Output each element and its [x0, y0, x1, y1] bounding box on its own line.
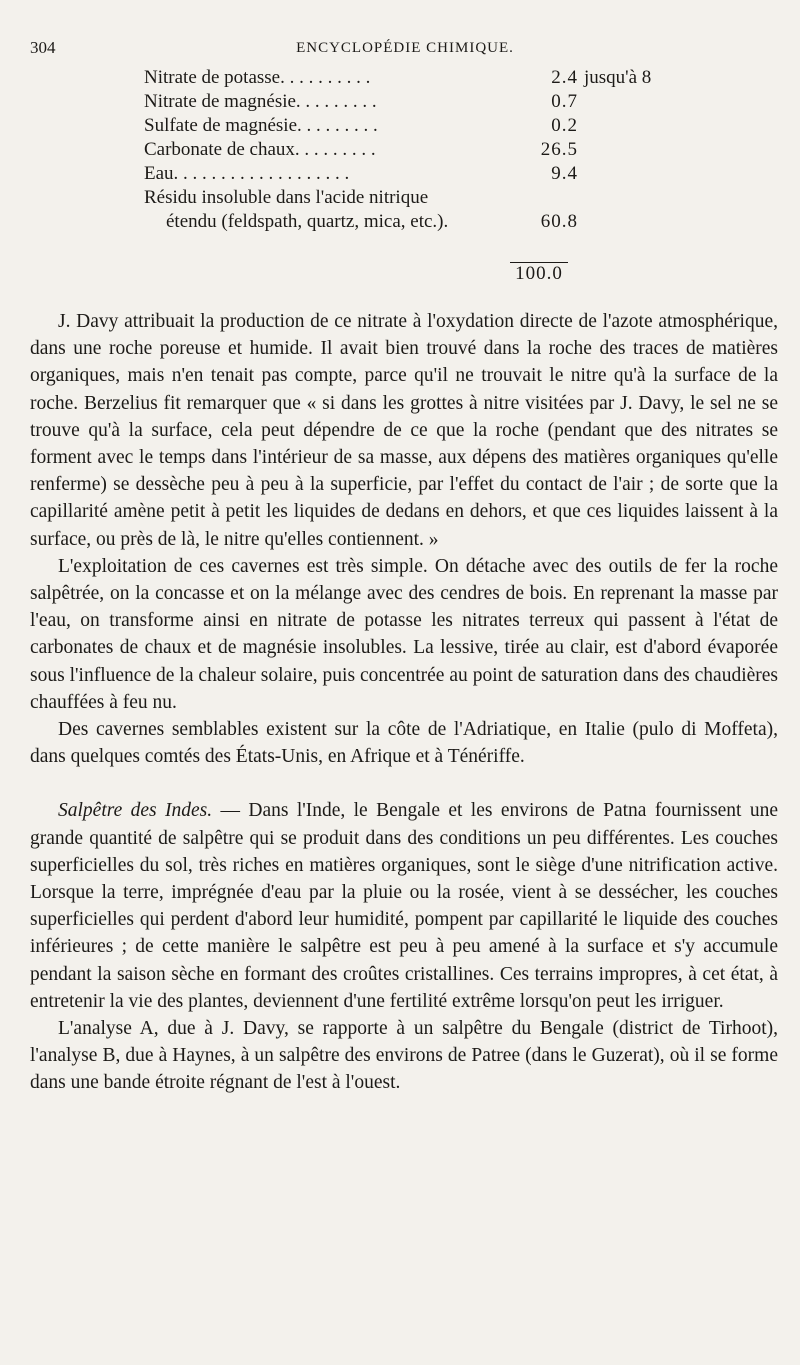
- paragraph: L'analyse A, due à J. Davy, se rapporte à un salpêtre du Bengale (district de Tirhoot), l'analyse B, due à Haynes, à un salpêtre des environs de Patree (dans le Guzerat), où il se forme dans une bande étroite régnant de l'est à l'ouest.: [30, 1018, 778, 1094]
- row-label: Eau. . . . . . . . . . . . . . . . . . .: [144, 163, 350, 184]
- paragraph: [30, 797, 778, 1015]
- table-total: 100.0: [515, 263, 563, 284]
- row-value: 0.7: [551, 91, 578, 112]
- page-header: [30, 38, 780, 62]
- table-row: [144, 186, 664, 210]
- composition-table: [144, 66, 664, 234]
- paragraph: Des cavernes semblables existent sur la côte de l'Adriatique, en Italie (pulo di Moffeta), dans quelques comtés des États-Unis, en Afrique et à Ténériffe.: [30, 719, 778, 768]
- row-label: Sulfate de magnésie. . . . . . . . .: [144, 115, 378, 136]
- paragraph-text: — Dans l'Inde, le Bengale et les environs de Patna fournissent une grande quantité de salpêtre qui se produit dans des conditions un peu différentes. Les couches superficielles du sol, très riches en matières organiques, sont le siège d'une nitrification active. Lorsque la terre, imprégnée d'eau par la pluie ou la rosée, vient à se dessécher, les couches superficielles qui perdent d'abord leur humidité, pompent par capillarité le liquide des couches inférieures ; de cette manière le salpêtre est peu à peu amené à la surface et s'y accumule pendant la saison sèche en formant des croûtes cristallines. Ces terrains impropres, à cet état, à entretenir la vie des plantes, deviennent d'une fertilité extrême lorsqu'on peut les irriguer.: [30, 800, 779, 1012]
- table-row: [144, 66, 664, 90]
- row-value: 26.5: [540, 139, 578, 160]
- row-value: 60.8: [540, 211, 578, 232]
- row-label: Nitrate de potasse. . . . . . . . . .: [144, 67, 371, 88]
- table-row: [144, 162, 664, 186]
- row-label: étendu (feldspath, quartz, mica, etc.).: [166, 211, 449, 232]
- table-row: [144, 114, 664, 138]
- row-label: Carbonate de chaux. . . . . . . . .: [144, 139, 376, 160]
- row-value: 0.2: [551, 115, 578, 136]
- body-text: [30, 308, 778, 1097]
- paragraph: L'exploitation de ces cavernes est très simple. On détache avec des outils de fer la roche salpêtrée, on la concasse et on la mélange avec des cendres de bois. En reprenant la masse par l'eau, on transforme ainsi en nitrate de potasse les nitrates terreux qui passent à l'état de carbonates de chaux et de magnésie insolubles. La lessive, tirée au clair, est d'abord évaporée sous l'influence de la chaleur solaire, puis concentrée au point de saturation dans des chaudières chauffées à feu nu.: [30, 555, 778, 713]
- row-label: Résidu insoluble dans l'acide nitrique: [144, 187, 429, 208]
- row-label: Nitrate de magnésie. . . . . . . . .: [144, 91, 377, 112]
- table-row: [144, 138, 664, 162]
- section-heading: Salpêtre des Indes.: [58, 800, 213, 822]
- running-title: ENCYCLOPÉDIE CHIMIQUE.: [296, 40, 514, 56]
- row-value: 9.4: [551, 163, 578, 184]
- paragraph: J. Davy attribuait la production de ce nitrate à l'oxydation directe de l'azote atmosphérique, dans une roche poreuse et humide. Il avait bien trouvé dans la roche des traces de matières organiques, mais n'en tenait pas compte, parce qu'il ne trouvait le nitre qu'à la surface de la roche. Berzelius fit remarquer que « si dans les grottes à nitre visitées par J. Davy, le sel ne se trouve qu'à la surface, cela peut dépendre de ce que la roche (pendant que des nitrates se forment avec le temps dans l'intérieur de sa masse, aux dépens des matières organiques qu'elle renferme) se dessèche peu à peu à la superficie, par l'effet du contact de l'air ; de sorte que la capillarité amène petit à petit les liquides de dedans en dehors, et que ces liquides laissent à la surface, ou près de là, le nitre qu'elles contiennent. »: [30, 311, 778, 550]
- row-extra: jusqu'à 8: [584, 67, 652, 88]
- page-number: 304: [30, 38, 56, 57]
- row-value: 2.4: [551, 67, 578, 88]
- table-row: [144, 90, 664, 114]
- table-row: [144, 210, 664, 234]
